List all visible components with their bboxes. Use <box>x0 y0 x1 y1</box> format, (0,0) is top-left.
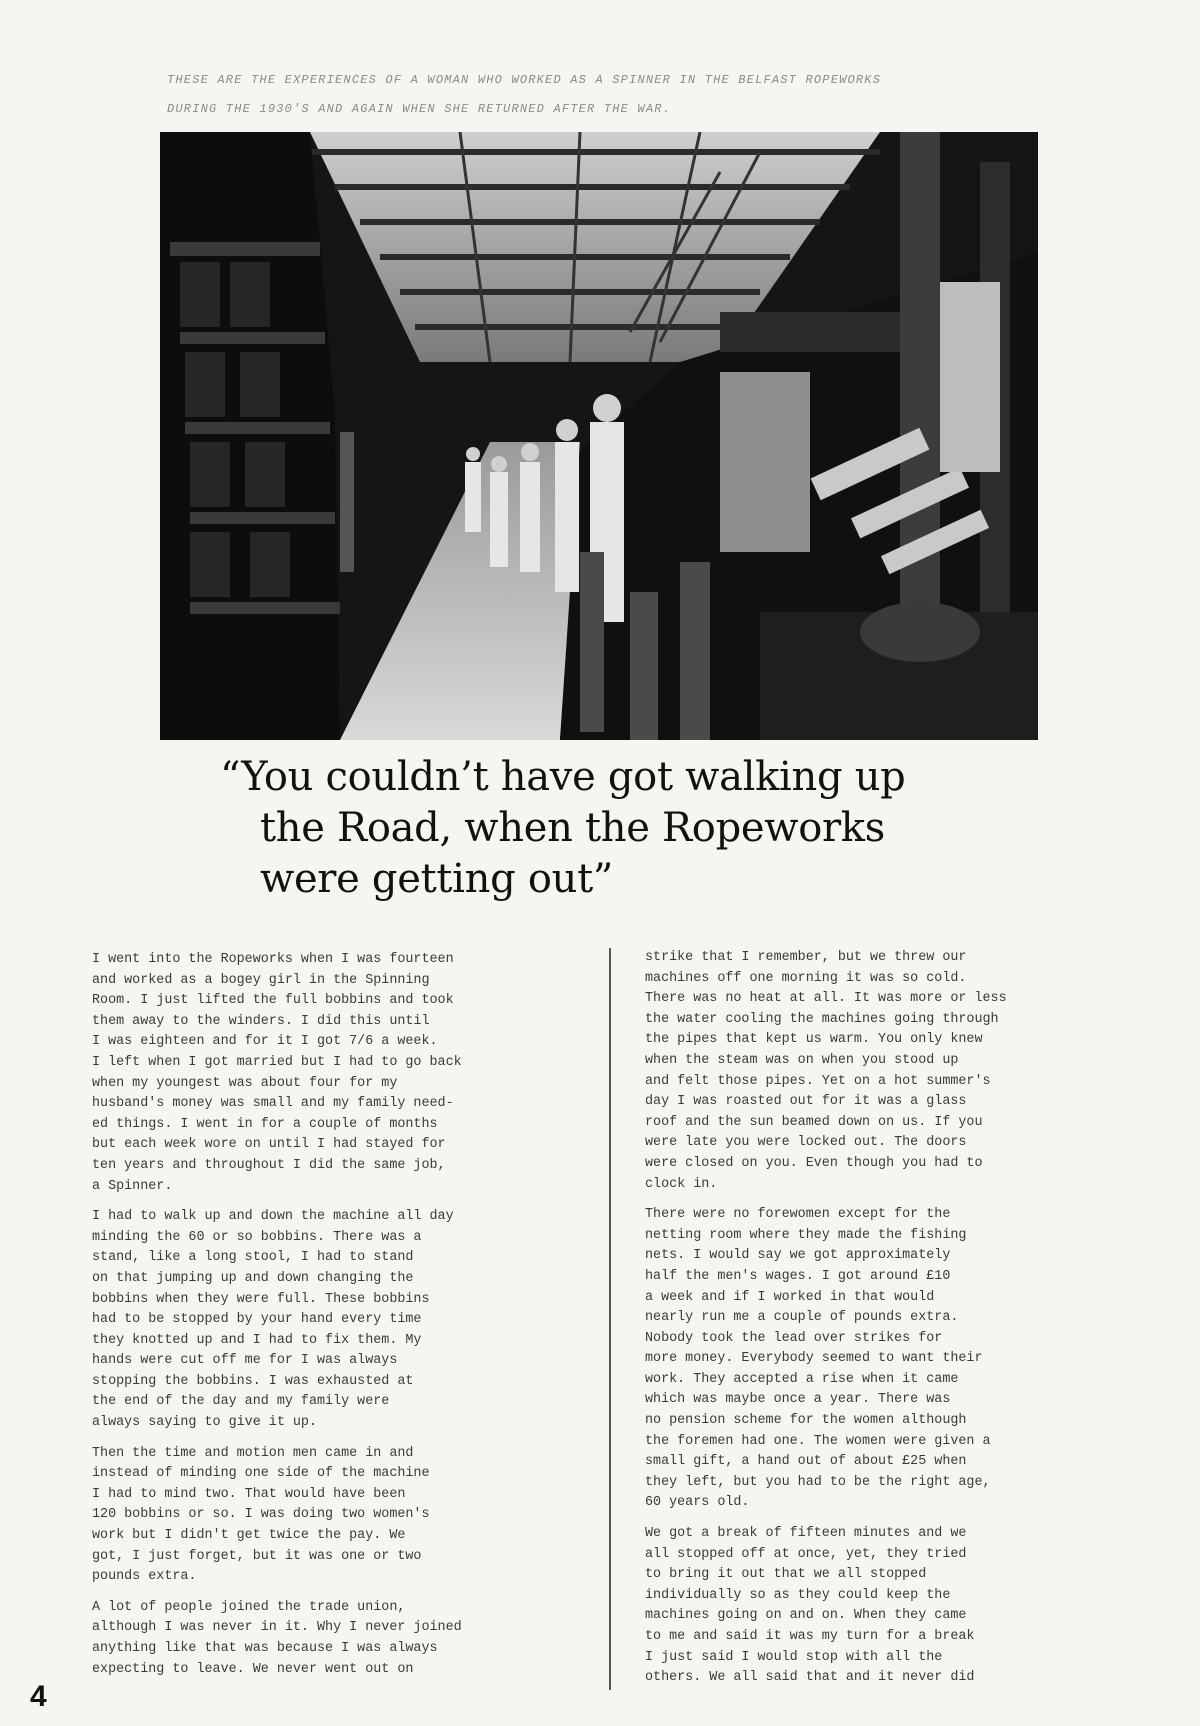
left-text-column <box>92 950 562 1690</box>
paragraph: We got a break of fifteen minutes and we all stopped off at once, yet, they tried to bring it out that we all stopped individually so as they could keep the machines going on and on. When they came to me and said it was my turn for a break I just said I would stop with all the others. We all said that and it never did <box>645 1526 975 1686</box>
page-number: 4 <box>30 1680 47 1713</box>
paragraph: A lot of people joined the trade union, although I was never in it. Why I never joined anything like that was because I was always expecting to leave. We never went out on <box>92 1599 462 1677</box>
paragraph: Then the time and motion men came in and instead of minding one side of the machine I had to mind two. That would have been 120 bobbins or so. I was doing two women's work but I didn't get twice the pay. We got, I just forget, but it was one or two pounds extra. <box>92 1445 430 1585</box>
headline-line-2: the Road, when the Ropeworks <box>260 805 885 851</box>
intro-line-1: THESE ARE THE EXPERIENCES OF A WOMAN WHO WORKED AS A SPINNER IN THE BELFAST ROPEWORKS <box>167 73 882 87</box>
paragraph: There were no forewomen except for the netting room where they made the fishing nets. I would say we got approximately half the men's wages. I got around £10 a week and if I worked in that would nearly run me a couple of pounds extra. Nobody took the lead over strikes for more money. Everybody seemed to want their work. They accepted a rise when it came which was maybe once a year. There was no pension scheme for the women although the foremen had one. The women were given a small gift, a hand out of about £25 when they left, but you had to be the right age, 60 years old. <box>645 1207 991 1511</box>
photo-illustration <box>160 132 1038 740</box>
ropeworks-spinning-room-photo <box>160 132 1038 740</box>
paragraph: I had to walk up and down the machine all day minding the 60 or so bobbins. There was a stand, like a long stool, I had to stand on that jumping up and down changing the bobbins when they were full. These bobbins had to be stopped by your hand every time they knotted up and I had to fix them. My hands were cut off me for I was always stopping the bobbins. I was exhausted at the end of the day and my family were always saying to give it up. <box>92 1209 454 1431</box>
headline-quote <box>220 752 980 905</box>
paragraph: strike that I remember, but we threw our machines off one morning it was so cold. There was no heat at all. It was more or less the water cooling the machines going through the pipes that kept us warm. You only knew when the steam was on when you stood up and felt those pipes. Yet on a hot summer's day I was roasted out for it was a glass roof and the sun beamed down on us. If you were late you were locked out. The doors were closed on you. Even though you had to clock in. <box>645 950 1007 1192</box>
right-text-column <box>645 948 1115 1699</box>
column-divider <box>609 948 611 1690</box>
headline-line-1: “You couldn’t have got walking up <box>220 754 906 800</box>
intro-line-2: DURING THE 1930'S AND AGAIN WHEN SHE RETURNED AFTER THE WAR. <box>167 102 672 116</box>
intro-caption <box>167 66 1067 124</box>
headline-line-3: were getting out” <box>260 856 613 902</box>
paragraph: I went into the Ropeworks when I was fourteen and worked as a bogey girl in the Spinning Room. I just lifted the full bobbins and took them away to the winders. I did this until I was eighteen and for it I got 7/6 a week. I left when I got married but I had to go back when my youngest was about four for my husband's money was small and my family need- ed things. I went in for a couple of months but each week wore on until I had stayed for ten years and throughout I did the same job, a Spinner. <box>92 952 462 1194</box>
